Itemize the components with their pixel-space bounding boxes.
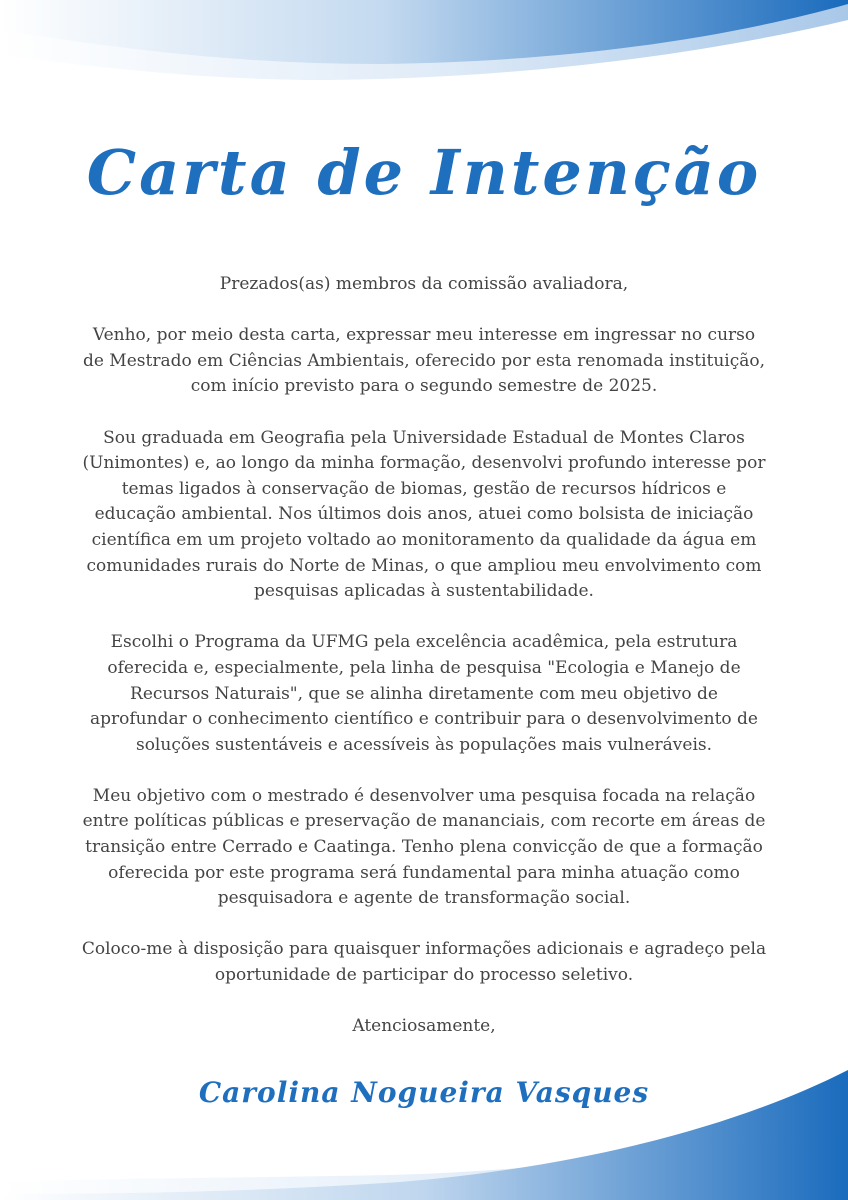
letter-body xyxy=(80,272,768,1040)
signature: Carolina Nogueira Vasques xyxy=(198,1076,650,1109)
paragraph-5: Coloco-me à disposição para quaisquer informações adicionais e agradeço pela oportunidade de participar do processo seletivo. xyxy=(81,939,767,986)
paragraph-2: Sou graduada em Geografia pela Universidade Estadual de Montes Claros (Unimontes) e, ao longo da minha formação, desenvolvi profundo interesse por temas ligados à conservação de biomas, gestão de recursos hídricos e educação ambiental. Nos últimos dois anos, atuei como bolsista de iniciação científica em um projeto voltado ao monitoramento da qualidade da água em comunidades rurais do Norte de Minas, o que ampliou meu envolvimento com pesquisas aplicadas à sustentabilidade. xyxy=(82,427,766,602)
closing: Atenciosamente, xyxy=(352,1016,496,1037)
letter-title: Carta de Intenção xyxy=(86,136,762,209)
top-wave-decoration xyxy=(0,0,848,90)
salutation: Prezados(as) membros da comissão avaliadora, xyxy=(219,274,629,294)
paragraph-3: Escolhi o Programa da UFMG pela excelência acadêmica, pela estrutura oferecida e, especialmente, pela linha de pesquisa "Ecologia e Manejo de Recursos Naturais", que se alinha diretamente com meu objetivo de aprofundar o conhecimento científico e contribuir para o desenvolvimento de soluções sustentáveis e acessíveis às populações mais vulneráveis. xyxy=(90,632,758,755)
paragraph-1: Venho, por meio desta carta, expressar meu interesse em ingressar no curso de Mestrado em Ciências Ambientais, oferecido por esta renomada instituição, com início previsto para o segundo semestre de 2025. xyxy=(82,325,766,397)
paragraph-4: Meu objetivo com o mestrado é desenvolver uma pesquisa focada na relação entre políticas públicas e preservação de mananciais, com recorte em áreas de transição entre Cerrado e Caatinga. Tenho plena convicção de que a formação oferecida por este programa será fundamental para minha atuação como pesquisadora e agente de transformação social. xyxy=(82,785,766,909)
bottom-wave-decoration xyxy=(0,1070,848,1200)
